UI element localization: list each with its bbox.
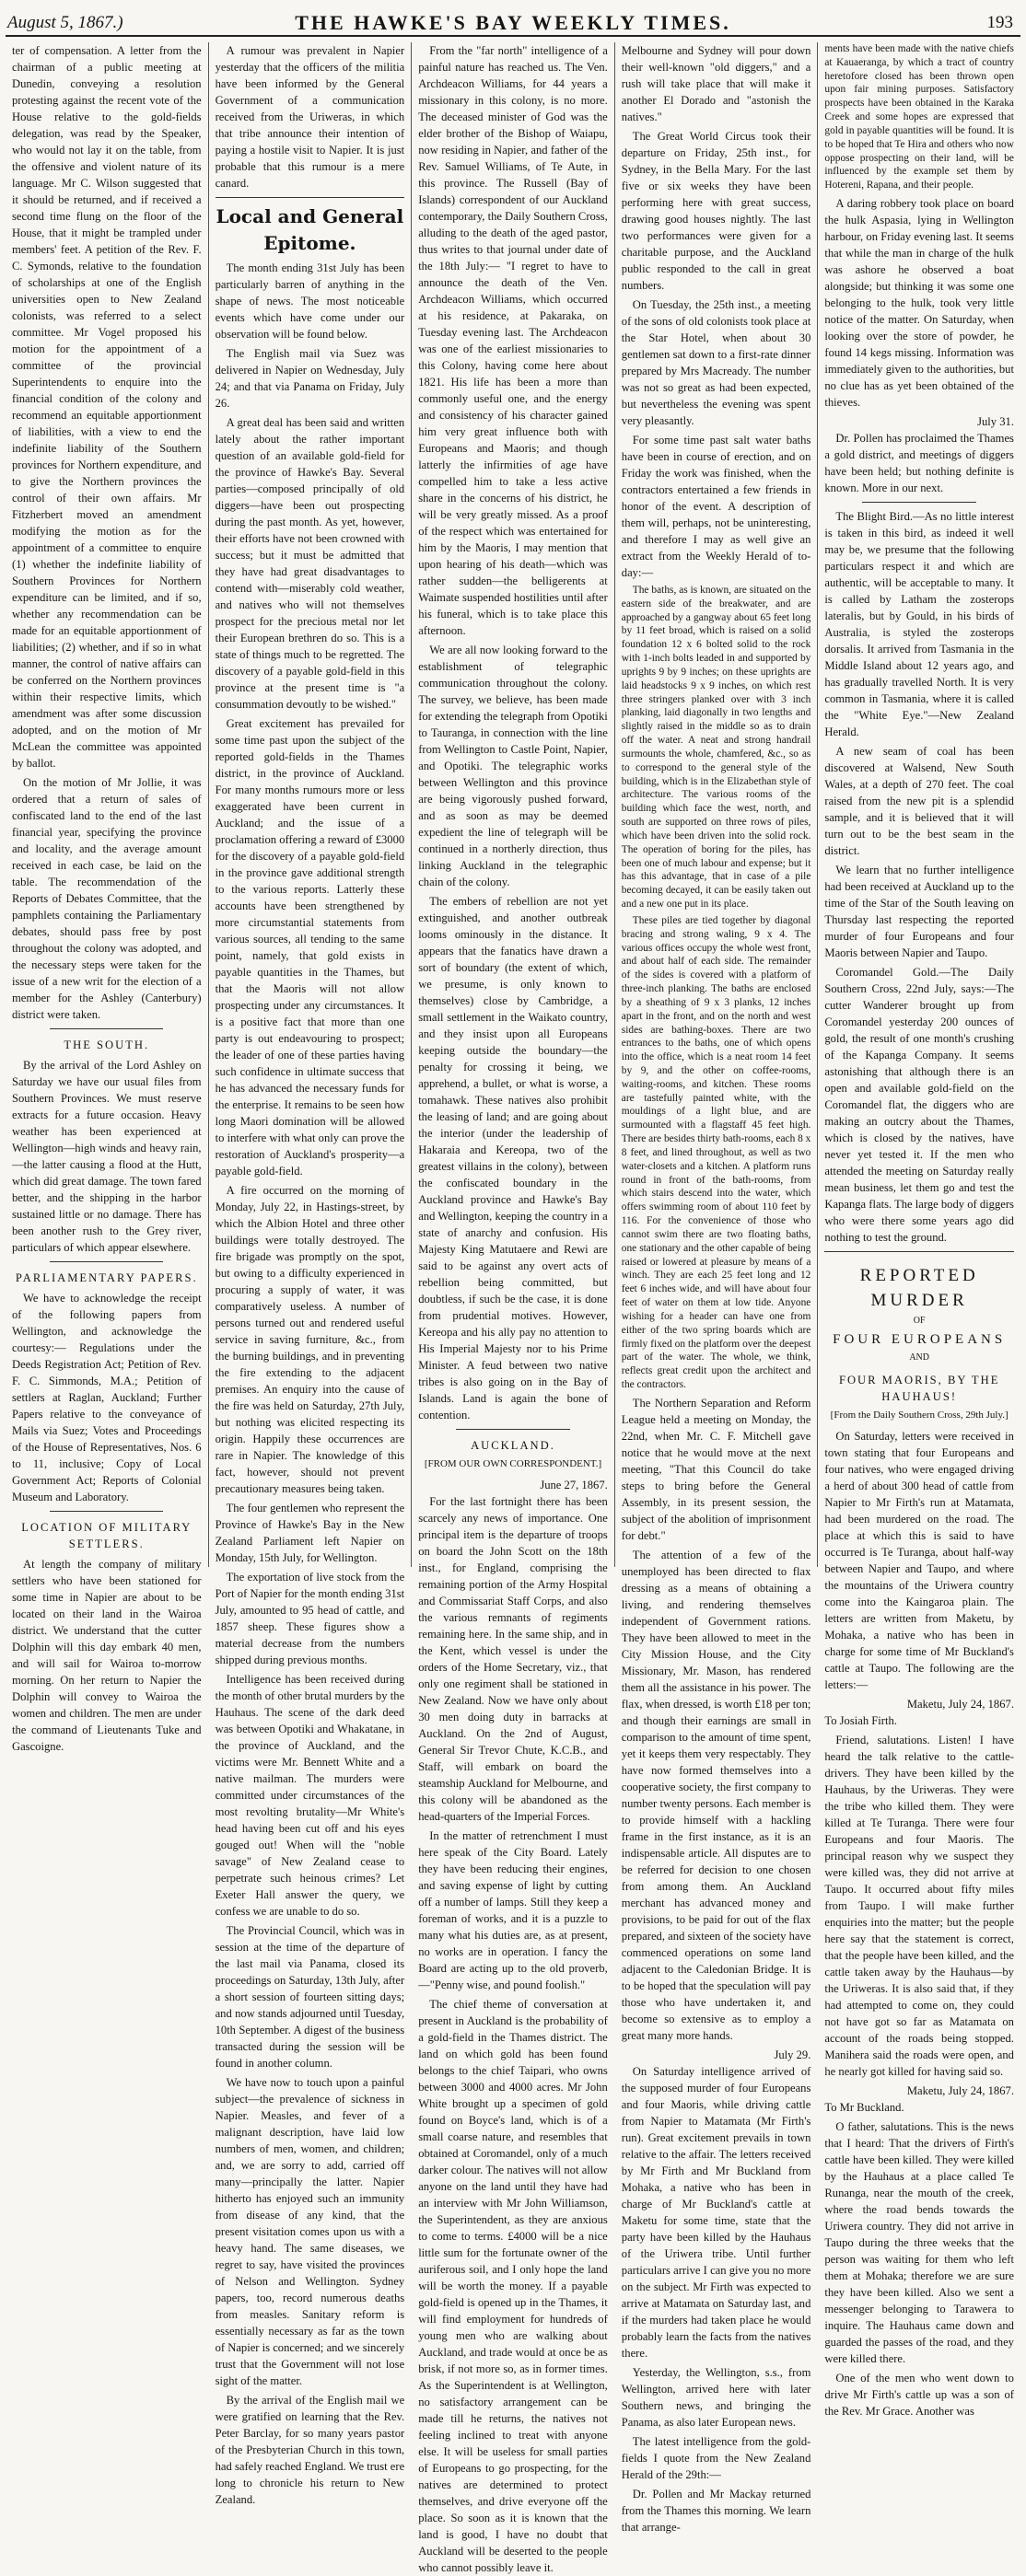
divider [50, 1511, 163, 1512]
article-paragraph: The baths, as is known, are situated on the eastern side of the breakwater, and are approached by a gangway about 65 feet long by 11 feet broad, which is raised on a solid foundation 12 x 6 bolted solid to the rock with 1-inch bolts leaded in and supported by uprights 9 by 9 inches; on these uprights are laid headstocks 9 x 9 inches, on which rest three stringers planked over with 3 inch planking, laid diagonally in two lengths and slightly raised in the middle so as to drain off the water. A neat and strong handrail surmounts the whole, chamfered, &c., so as to correspond to the general style of the building, which is in the Elizabethan style of architecture. The various rooms of the building which face the west, north, and south are supported on three rows of piles, which have been driven into the solid rock. The operation of boring for the piles, has been one of much labour and expense; but it has this advantage, that in case of a pile becoming decayed, it can be easily taken out and a new one put in its place. [621, 585, 811, 911]
divider [862, 502, 975, 503]
section-subheading: [FROM OUR OWN CORRESPONDENT.] [424, 1458, 602, 1469]
article-paragraph: By the arrival of the English mail we were gratified on learning that the Rev. Peter Barclay, for so many years pastor of the Presbyterian Church in this town, had safely reached England. We trust ere long to chronicle his return to New Zealand. [215, 2394, 405, 2507]
dateline: June 27, 1867. [540, 1478, 608, 1491]
article-paragraph: For the last fortnight there has been scarcely any news of importance. One principal item is the departure of troops on board the John Scott on the 18th inst., for England, comprising the remaining portion of the Army Hospital and Commissariat Staff Corps, and also the various remnants of regiments remaining here. In the same ship, and in the Kent, which vessel is under the orders of the Home Secretary, viz., that only one regiment shall be stationed in New Zealand. Now we have only about 30 men doing duty in barracks at Auckland. On the 2nd of August, General Sir Trevor Chute, K.C.B., and Staff, will embark on board the steamship Auckland for Melbourne, and this colony will be abandoned as the head-quarters of the Imperial Forces. [418, 1494, 608, 1823]
dateline: July 31. [977, 415, 1014, 429]
article-paragraph: On Saturday, letters were received in town stating that four Europeans and four natives, who were engaged driving a herd of about 300 head of cattle from Napier to Mr Firth's run at Matamata, had been murdered on the road. The place at which this is said to have occurred is Te Turanga, about half-way between Napier and Taupo, and where the mountains of the Uriwera country come into the Kaingaroa plain. The letters are written from Maketu, by Mohaka, a native who has been in charge for some time of Mr Buckland's cattle at Taupo. The following are the letters:— [824, 1430, 1014, 1692]
dateline: Maketu, July 24, 1867. [906, 2084, 1014, 2098]
article-paragraph: The chief theme of conversation at present in Auckland is the probability of a gold-field in the Thames district. The land on which gold has been found belongs to the chief Taipari, who owns between 3000 and 4000 acres. Mr John White brought up a specimen of gold found on Boyce's land, which is of a small coarse nature, and resembles that obtained at Coromandel, only of a much darker colour. The natives will not allow anyone on the land until they have had an interview with Mr John Williamson, the Superintendent, as they are anxious to come to terms. £4000 will be a nice little sum for the fortunate owner of the auriferous soil, and I only hope the land will be worth the money. If a payable gold-field is opened up in the Thames, it will find employment for hundreds of young men who are walking about Auckland, and trade would at once be as brisk, if not more so, as in former times. As the Superintendent is at Wellington, no satisfactory arrangement can be made till he returns, the natives not feeling inclined to treat with anyone else. It will be useless for small parties of Europeans to go prospecting, for the natives are determined to protect themselves, and drive everyone off the place. So soon as it is known that the land is good, I have no doubt that Auckland will be deserted to the people who cannot possibly leave it. [418, 1997, 608, 2574]
article-paragraph: ter of compensation. A letter from the chairman of a public meeting at Dunedin, conveying a resolution protesting against the recent vote of the House relative to the gold-fields delegation, was read by the Speaker, who would not lay it on the table, from the offensive and violent nature of its language. Mr C. Wilson suggested that it should be returned, and if received a second time flung on the floor of the House, that it might be trampled under members' feet. A petition of the Rev. F. C. Symonds, relative to the foundation of scholarships at one of the English universities open to New Zealand colonists, was referred to a select committee. Mr Vogel proposed his motion for the appointment of a committee of the provincial Superintendents to enquire into the financial condition of the colony and recommend an equitable apportionment of liabilities, with a view to end the indefinite liability of the Southern provinces for Northern expenditure, and to give the Northern provinces the control of their own affairs. Mr Fitzherbert moved an amendment modifying the motion as for the appointment of a committee to enquire (1) whether the indefinite liability of Southern Provinces for Northern expenditure can be limited, and if so, whether any recommendation can be made for an equitable apportionment of liabilities; (2) whether, and if so in what manner, the control of native affairs can be conferred on the Northern provinces within their respective limits, which amendment was after some discussion adopted, and on the motion of Mr McLean the committee was appointed by ballot. [12, 44, 202, 770]
issue-date: August 5, 1867.) [7, 13, 123, 32]
article-paragraph: On Saturday intelligence arrived of the supposed murder of four Europeans and four Maoris, while driving cattle from Napier to Matamata (Mr Firth's run). Great excitement prevails in town relative to the affair. The letters received by Mr Firth and Mr Buckland from Mohaka, a native who has been in charge of Mr Buckland's cattle at Maketu for some time, state that the party have been killed by the Hauhaus of the Uriwera tribe. Until further particulars arrive I can give you no more on the subject. Mr Firth was expected to arrive at Matamata on Saturday last, and if the murders had taken place he would probably learn the facts from the natives there. [621, 2064, 811, 2360]
article-paragraph: Dr. Pollen and Mr Mackay returned from the Thames this morning. We learn that arrange- [621, 2487, 811, 2534]
section-heading-connector: AND [909, 1352, 929, 1363]
article-paragraph: We have to acknowledge the receipt of the following papers from Wellington, and acknowledge the courtesy:— Regulations under the Deeds Registration Act; Petition of Rev. F. C. Simmonds, M.A.; Petition of settlers at Raglan, Auckland; Further Papers relative to the conveyance of Mails via Suez; Votes and Proceedings of the House of Representatives, Nos. 6 to 11, inclusive; Copy of Local Government Act; Reports of Colonial Museum and Laboratory. [12, 1292, 202, 1503]
article-paragraph: Great excitement has prevailed for some time past upon the subject of the reported gold-fields in the Thames district, in the province of Auckland. For many months rumours more or less exaggerated have been current in Auckland; and the issue of a proclamation offering a reward of £3000 for the discovery of a payable gold-field in the province gave additional strength to the various reports. Latterly these accounts have been strengthened by more circumstantial statements from various sources, all tending to the same point, namely, that gold exists in payable quantities in the Thames, but that the Maoris will not allow prospecting under any circumstances. It is a positive fact that more than one party is out endeavouring to prospect; the leader of one of these parties having such confidence in ultimate success that he has advanced the necessary funds for the enterprise. It remains to be seen how long Maori domination will be allowed to interfere with what only can prove the restoration of Auckland's prosperity—a payable gold-field. [215, 717, 405, 1178]
letter-salutation: To Mr Buckland. [824, 2101, 904, 2115]
article-paragraph: A great deal has been said and written lately about the rather important question of an available gold-field for the province of Hawke's Bay. Several parties—composed principally of old diggers—have been out prospecting during the past month. As yet, however, their efforts have not been crowned with success; but it must be admitted that they have had great disadvantages to contend with—miserably cold weather, and natives who will not themselves prospect for the precious metal nor let their European brethren do so. This is a state of things much to be regretted. The discovery of a payable gold-field in this province at the present time is "a consummation devoutly to be wished." [215, 416, 405, 712]
article-columns [6, 42, 1020, 2574]
article-paragraph: These piles are tied together by diagonal bracing and strong waling, 9 x 4. The various offices occupy the whole west front, and about half of each side. The remainder of the sides is covered with a platform of three-inch planking. The baths are enclosed by a sheathing of 9 x 3 planks, 12 inches apart in the front, and on the north and west sides are bathing-boxes. There are two entrances to the baths, one of which opens into the office, which is a neat room 14 feet by 9, and the other on coffee-rooms, waiting-rooms, and kitchen. These rooms are tastefully painted white, with the mouldings of a light blue, and are surmounted with a flagstaff 45 feet high. There are besides thirty bath-rooms, each 8 x 8 feet, and lined throughout, as well as two water-closets and a kitchen. A platform runs round in front of the bath-rooms, from which stairs descend into the water, which offers swimming room of about 110 feet by 116. For the convenience of those who cannot swim there are two floating baths, one stationary and the other capable of being raised or lowered at pleasure by means of a winch. They are each 25 feet long and 12 feet 6 inches wide, and will have about four feet of water on them at low tide. Anyone wishing for a header can have one from either of the two spring boards which are firmly fixed on the platform over the deepest part of the water. The whole, we think, reflects great credit upon the architect and the contractors. [621, 914, 811, 1391]
column-3 [412, 42, 615, 2574]
article-paragraph: The English mail via Suez was delivered in Napier on Wednesday, July 24; and that via Panama on Friday, July 26. [215, 347, 405, 411]
article-paragraph: O father, salutations. This is the news that I heard: That the drivers of Firth's cattle have been killed. They were killed by the Hauhaus at a place called Te Runanga, near the mouth of the creek, where the road bends towards the Uriwera country. They did not arrive in Taupo during the three weeks that the person was waiting for them who left them at Mohaka; therefore we are sure they have been killed. Also we sent a messenger belonging to Tarawera to inquire. The Hauhaus came down and guarded the passes of the road, and they were killed there. [824, 2120, 1014, 2366]
article-paragraph: By the arrival of the Lord Ashley on Saturday we have our usual files from Southern Provinces. We must reserve extracts for a future occasion. Heavy weather has been experienced at Wellington—high winds and heavy rain,—the latter causing a flood at the Hutt, which did great damage. The town fared better, and the shipping in the harbor sustained little or no damage. There has been another rush to the Grey river, particulars of which appear elsewhere. [12, 1059, 202, 1254]
section-heading: REPORTED MURDER [859, 1266, 979, 1311]
article-paragraph: From the "far north" intelligence of a painful nature has reached us. The Ven. Archdeacon Williams, for 44 years a missionary in this colony, is no more. The deceased minister of God was the elder brother of the Bishop of Waiapu, now residing in Napier, and father of the Rev. Samuel Williams, of Te Aute, in this province. The Russell (Bay of Islands) correspondent of our Auckland contemporary, the Daily Southern Cross, alluding to the death of the aged pastor, thus writes to that journal under date of the 18th July:— "I regret to have to announce the death of the Ven. Archdeacon Williams, which occurred at his residence, at Pakaraka, on Tuesday evening last. The Archdeacon was one of the earliest missionaries to this Colony, having come here about 1821. His life has been a more than commonly useful one, and the energy and consistency of his character gained him very great influence both with Europeans and Maoris; and though latterly the infirmities of age have compelled him to take a less active share in the concerns of his district, he will be very greatly missed. As a proof of the respect which was entertained for him by the Maoris, I may mention that upon hearing of his death—which was rather sudden—the belligerents at Waimate suspended hostilities until after his funeral, which is to take place this afternoon. [418, 44, 608, 637]
column-1 [6, 42, 209, 1753]
section-heading: PARLIAMENTARY PAPERS. [15, 1271, 198, 1284]
section-subheading: [From the Daily Southern Cross, 29th July.] [830, 1410, 1009, 1421]
article-paragraph: The embers of rebellion are not yet extinguished, and another outbreak looms ominously in the distance. It appears that the fanatics have drawn a sort of boundary (the extent of which, we presume, is only known to themselves) close by Cambridge, a small settlement in the Waikato country, and they insist upon all Europeans keeping outside the boundary—the penalty for crossing it being, we apprehend, a bullet, or what is worse, a tomahawk. These natives also prohibit the leasing of land; and are going about the interior (under the leadership of Hakaraia and Kereopa, two of the greatest villains in the colony), between the confiscated boundary in the Auckland province and Hawke's Bay and Wellington, keeping the country in a state of anarchy and confusion. His Majesty King Matutaere and Rewi are said to be against any overt acts of rebellion being committed, but doubtless, if such be the case, it is done from prudential motives. However, Kereopa and his ally pay no attention to His Imperial Majesty nor to his Prime Minister. A feud between two native tribes is also going on in the Bay of Islands. Land is again the bone of contention. [418, 895, 608, 1421]
article-paragraph: The latest intelligence from the gold-fields I quote from the New Zealand Herald of the 29th:— [621, 2434, 811, 2481]
article-paragraph: The Blight Bird.—As no little interest is taken in this bird, as indeed it well may be, we presume that the following particulars respect it and which are authentic, will be acceptable to many. It is called by Latham the zosterops lateralis, but by Gould, in his birds of Australia, is styled the zosterops dorsalis. It arrived from Tasmania in the Middle Island about 12 years ago, and has gradually travelled North. It is very common in Tasmania, where it is called the "White Eye."—New Zealand Herald. [824, 510, 1014, 739]
article-paragraph: A new seam of coal has been discovered at Walsend, New South Wales, at a depth of 270 feet. The coal raised from the new pit is a splendid sample, and it is believed that it will turn out to be the best seam in the district. [824, 745, 1014, 858]
article-paragraph: ments have been made with the native chiefs at Kauaeranga, by which a tract of country heretofore closed has been thrown open upon fair mining purposes. Satisfactory prospects have been obtained in the Karaka Creek and some hopes are expressed that gold in payable quantities will be found. It is to be hoped that Te Hira and others who now oppose prospecting on their land, will be influenced by the example set them by Hotereni, Rapana, and their people. [824, 43, 1014, 191]
article-paragraph: On Tuesday, the 25th inst., a meeting of the sons of old colonists took place at the Star Hotel, when about 30 gentlemen sat down to a first-rate dinner prepared by Mrs Macready. The number was not so great as had been expected, but nevertheless the evening was spent very pleasantly. [621, 298, 811, 427]
column-5 [818, 42, 1020, 2419]
section-heading: AUCKLAND. [471, 1439, 555, 1452]
article-paragraph: We are all now looking forward to the establishment of telegraphic communication throughout the colony. The survey, we believe, has been made for extending the telegraph from Opotiki to Tauranga, in connection with the line from Wellington to Castle Point, Napier, and Opotiki. The telegraphic works between Wellington and this province are being vigorously pushed forward, and as soon as may be deemed expedient the line of telegraph will be continued in a northerly direction, thus linking Auckland in the telegraphic chain of the colony. [418, 644, 608, 888]
masthead [6, 4, 1020, 37]
article-paragraph: The four gentlemen who represent the Province of Hawke's Bay in the New Zealand Parliament left Napier on Monday, 15th July, for Wellington. [215, 1502, 405, 1565]
section-heading: FOUR MAORIS, BY THE HAUHAUS! [838, 1374, 1000, 1404]
section-heading: THE SOUTH. [64, 1039, 150, 1051]
divider [824, 1251, 1014, 1252]
divider [50, 1028, 163, 1029]
article-paragraph: The exportation of live stock from the Port of Napier for the month ending 31st July, amounted to 95 head of cattle, and 1857 sheep. These figures show a material decrease from the numbers shipped during previous months. [215, 1571, 405, 1667]
divider [216, 197, 405, 198]
article-paragraph: Yesterday, the Wellington, s.s., from Wellington, arrived here with later Southern news, and bringing the Panama, as also later European news. [621, 2365, 811, 2429]
newspaper-title: THE HAWKE'S BAY WEEKLY TIMES. [295, 11, 731, 34]
article-paragraph: A daring robbery took place on board the hulk Aspasia, lying in Wellington harbour, on Friday evening last. It seems that while the man in charge of the hulk was ashore he observed a boat alongside; but thinking it was some one belonging to the hulk, took very little notice of the matter. On Saturday, when looking over the store of powder, he found 14 kegs missing. Information was immediately given to the authorities, but no clue has as yet been obtained of the thieves. [824, 197, 1014, 410]
divider [456, 1429, 569, 1430]
article-paragraph: In the matter of retrenchment I must here speak of the City Board. Lately they have been reducing their engines, and saving expense of light by cutting off a number of lamps. Still they keep a foreman of works, and it is a puzzle to many what his duties are, as at present, no works are in operation. I fancy the Board are acting up to the old proverb,—"Penny wise, and pound foolish." [418, 1828, 608, 1991]
article-paragraph: A rumour was prevalent in Napier yesterday that the officers of the militia have been informed by the General Government of a communication received from the Uriweras, in which that tribe announce their intention of paying a hostile visit to Napier. It is just probable that this rumour is a mere canard. [215, 44, 405, 190]
article-paragraph: The month ending 31st July has been particularly barren of anything in the shape of news. The most noticeable events which have come under our observation will be found below. [215, 261, 405, 342]
article-paragraph: At length the company of military settlers who have been stationed for some time in Napier are about to be located on their land in the Wairoa district. We understand that the cutter Dolphin will this day embark 40 men, and will sail for Wairoa to-morrow morning. On her return to Napier the Dolphin will convey to Wairoa the women and children. The men are under the command of Lieutenants Tuke and Gascoigne. [12, 1558, 202, 1753]
page-number: 193 [986, 13, 1013, 32]
letter-salutation: To Josiah Firth. [824, 1714, 897, 1728]
article-paragraph: We learn that no further intelligence had been received at Auckland up to the time of the Star of the South leaving on Thursday last respecting the reported murder of four Europeans and four Maoris between Napier and Taupo. [824, 864, 1014, 960]
article-paragraph: The Provincial Council, which was in session at the time of the departure of the last mail via Panama, closed its proceedings on Saturday, 13th July, after a short session of fourteen sitting days; and now stands adjourned until Tuesday, 10th September. A digest of the business transacted during the session will be found in another column. [215, 1924, 405, 2071]
article-paragraph: The attention of a few of the unemployed has been directed to flax dressing as a means of obtaining a living, and rendering themselves independent of Government rations. They have been allowed to meet in the City Mission House, and the City Missionary, Mr. Mason, has rendered them all the assistance in his power. The flax, when dressed, is worth £18 per ton; and though their earnings are small in comparison to the amount of time spent, yet it keeps them very respectably. They have now formed themselves into a cooperative society, the first company to number twenty persons. Each member is to provide himself with a hackling frame in the first instance, as it is an indispensable article. All disputes are to be referred for decision to one chosen from among them. An Auckland merchant has advanced money and provisions, to be paid for out of the flax prepared, and sixteen of the society have commenced operations on some land adjacent to the Caledonian Bridge. It is to be hoped that the speculation will pay those who have undertaken it, and become so extensive as to employ a great many more hands. [621, 1548, 811, 2042]
section-heading: Local and General Epitome. [216, 205, 404, 254]
article-paragraph: Intelligence has been received during the month of other brutal murders by the Hauhaus. The scene of the dark deed was between Opotiki and Whakatane, in the province of Auckland, and the victims were Mr. Bennett White and a native mailman. The murders were committed under circumstances of the most revolting brutality—Mr White's head having been cut off and his eyes gouged out! When will the "noble savage" of New Zealand cease to perpetrate such heinous crimes? Let Exeter Hall answer the query, we confess we are unable to do so. [215, 1673, 405, 1919]
article-paragraph: One of the men who went down to drive Mr Firth's cattle up was a son of the Rev. Mr Grace. Another was [824, 2372, 1014, 2419]
dateline: July 29. [774, 2048, 811, 2061]
section-heading-connector: OF [913, 1316, 926, 1327]
article-paragraph: The Great World Circus took their departure on Friday, 25th inst., for Sydney, in the Bella Mary. For the last five or six weeks they have been performing here with great success, drawing good houses nightly. The last two performances were given for a charitable purpose, and the Auckland public responded to the call in great numbers. [621, 130, 811, 292]
article-paragraph: Coromandel Gold.—The Daily Southern Cross, 22nd July, says:—The cutter Wanderer brought up from Coromandel yesterday 200 ounces of gold, the result of one month's crushing of the Kapanga Company. It seems astonishing that although there is an open and available gold-field on the Coromandel flat, the diggers who are making an outcry about the Thames, which is closed by the natives, have never yet tested it. If the men who attended the meeting on Saturday really mean business, let them go and test the Kapanga flats. The large body of diggers who were there some years ago did nothing to test the ground. [824, 966, 1014, 1245]
column-4 [615, 42, 819, 2534]
article-paragraph: We have now to touch upon a painful subject—the prevalence of sickness in Napier. Measles, and fever of a malignant description, have laid low numbers of men, women, and children; and, we are sorry to add, carried off many—principally the latter. Napier hitherto has enjoyed such an immunity from disease of any kind, that the present visitation comes upon us with a heavy hand. The same diseases, we regret to say, have visited the provinces of Nelson and Wellington. Sydney papers, too, record numerous deaths from measles. Sanitary reform is essentially necessary as far as the town of Napier is concerned; and we sincerely trust that the Government will not lose sight of the matter. [215, 2076, 405, 2388]
article-paragraph: On the motion of Mr Jollie, it was ordered that a return of sales of confiscated land to the end of the last financial year, specifying the province and locality, and the average amount received in each case, be laid on the table. The recommendation of the Reports of Debates Committee, that the pamphlets containing the Parliamentary debates, should pass free by post throughout the colony was adopted, and the necessary steps were taken for the issue of a new writ for the election of a member for the Ashley (Canterbury) district were taken. [12, 776, 202, 1021]
article-paragraph: For some time past salt water baths have been in course of erection, and on Friday the work was finished, when the contractors entertained a few friends in honor of the event. A description of them will, perhaps, not be uninteresting, and therefore I may as well give an extract from the Weekly Herald of to-day:— [621, 434, 811, 579]
article-paragraph: Melbourne and Sydney will pour down their well-known "old diggers," and a rush will take place that will make it another El Dorado and "astonish the natives." [621, 44, 811, 123]
divider [50, 1261, 163, 1262]
article-paragraph: Dr. Pollen has proclaimed the Thames a gold district, and meetings of diggers have been held; but nothing definite is known. More in our next. [824, 432, 1014, 495]
article-paragraph: The Northern Separation and Reform League held a meeting on Monday, the 22nd, when Mr. C. F. Mitchell gave notice that he would move at the next meeting, "That this Council do take steps to bring before the General Assembly, in its present session, the subject of the abolition of imprisonment for debt." [621, 1396, 811, 1542]
article-paragraph: A fire occurred on the morning of Monday, July 22, in Hastings-street, by which the Albion Hotel and three other buildings were totally destroyed. The fire brigade was promptly on the spot, but owing to a difficulty experienced in procuring a supply of water, it was comparatively useless. A number of persons turned out and rendered useful service in saving furniture, &c., from the burning buildings, and in preventing the fire extending to the adjacent premises. An enquiry into the cause of the fire was held on Saturday, 27th July, but nothing was elicited respecting its origin. Happily these occurrences are rare in Napier. The knowledge of this fact, however, should not prevent precautionary measures being taken. [215, 1184, 405, 1496]
column-2 [209, 42, 413, 2507]
article-paragraph: Friend, salutations. Listen! I have heard the talk relative to the cattle-drivers. They have been killed by the Hauhaus, by the Uriweras. They were the tribe who killed them. They were killed at Te Turanga. There were four Europeans and four Maoris. The principal reason why we suspect they were killed was, they did not arrive at Taupo. It occurred about fifty miles from Taupo. I will make further enquiries into the matter; but the people here say that the statement is correct, that the people have been killed, and the cattle taken away by the Hauhaus—by the Uriweras. It is also said that, if they had attempted to come on, they could not have got so far as Matamata on account of the roads being stopped. Manihera said the roads were open, and he nearly got killed for having said so. [824, 1734, 1014, 2079]
section-heading: FOUR EUROPEANS [833, 1331, 1007, 1347]
section-heading: LOCATION OF MILITARY SETTLERS. [21, 1521, 192, 1550]
dateline: Maketu, July 24, 1867. [906, 1698, 1014, 1712]
